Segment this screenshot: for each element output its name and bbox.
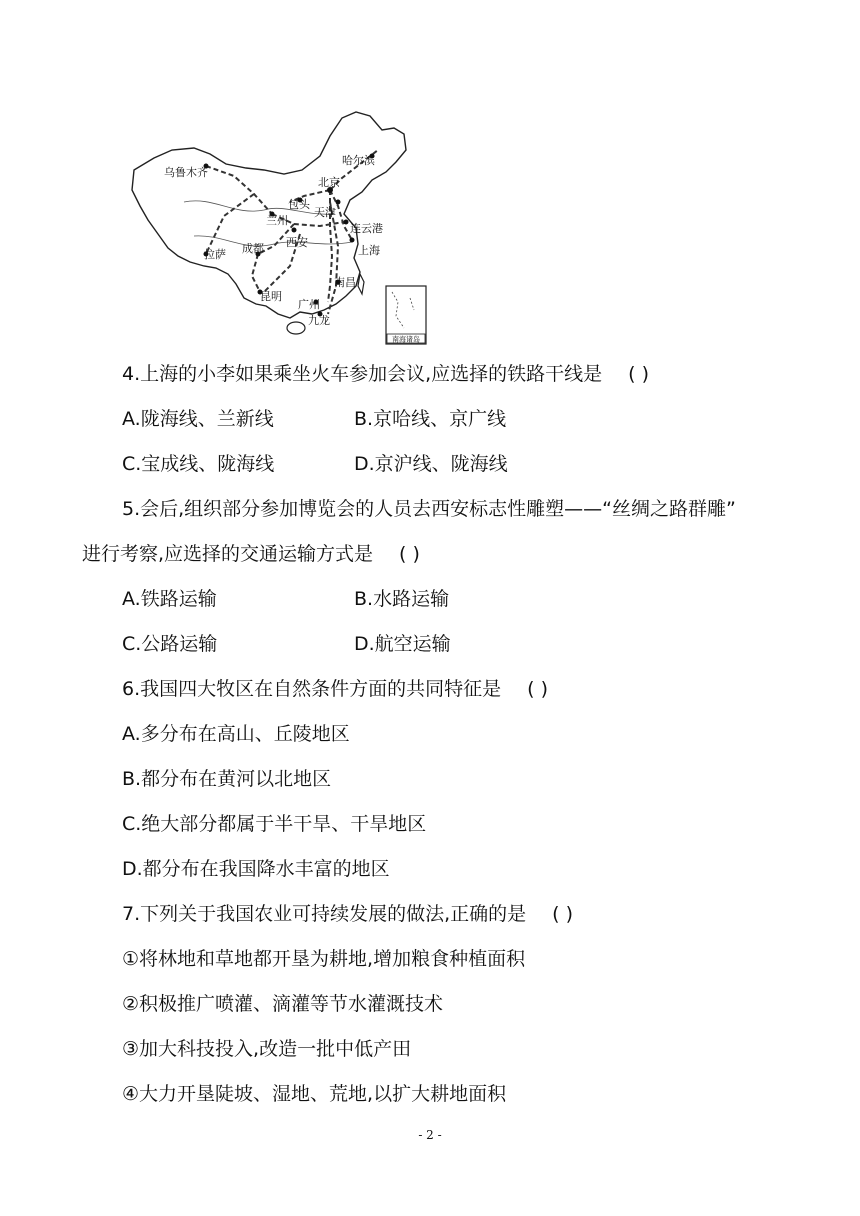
city-label: 西安 [286,236,308,249]
city-label: 连云港 [350,222,383,235]
q4-option-d: D.京沪线、陇海线 [354,453,508,475]
city-label: 兰州 [266,214,288,227]
city-label: 九龙 [308,314,330,327]
city-label: 拉萨 [204,248,226,261]
q6-option-a: A.多分布在高山、丘陵地区 [122,723,350,745]
city-label: 哈尔滨 [342,154,375,167]
taiwan-island [358,274,364,294]
china-railway-map [124,106,440,346]
q7-option-2: ②积极推广喷灌、滴灌等节水灌溉技术 [122,993,444,1015]
q7-option-1: ①将林地和草地都开垦为耕地,增加粮食种植面积 [122,948,526,970]
q4-option-a: A.陇海线、兰新线 [122,408,274,430]
q4-option-c: C.宝成线、陇海线 [122,453,275,475]
city-label: 昆明 [260,290,282,303]
city-label: 成都 [242,242,264,255]
hainan-island [287,322,305,334]
q6-option-b: B.都分布在黄河以北地区 [122,768,332,790]
q6-option-d: D.都分布在我国降水丰富的地区 [122,858,390,880]
inset-label: 南海诸岛 [392,335,420,344]
page-number: - 2 - [418,1128,442,1142]
q5-option-d: D.航空运输 [354,633,451,655]
q7-stem: 7.下列关于我国农业可持续发展的做法,正确的是 ( ) [122,903,574,925]
q5-option-a: A.铁路运输 [122,588,217,610]
q4-option-b: B.京哈线、京广线 [354,408,507,430]
q5-stem-line1: 5.会后,组织部分参加博览会的人员去西安标志性雕塑——“丝绸之路群雕” [122,498,736,520]
q7-option-4: ④大力开垦陡坡、湿地、荒地,以扩大耕地面积 [122,1083,507,1105]
city-label: 南昌 [334,276,356,289]
q4-stem: 4.上海的小李如果乘坐火车参加会议,应选择的铁路干线是 ( ) [122,363,650,385]
q5-option-b: B.水路运输 [354,588,450,610]
q5-stem-line2: 进行考察,应选择的交通运输方式是 ( ) [82,543,420,565]
city-label: 上海 [358,244,380,257]
south-china-sea-inset [386,286,426,344]
river [194,236,352,246]
q7-option-3: ③加大科技投入,改造一批中低产田 [122,1038,412,1060]
q6-stem: 6.我国四大牧区在自然条件方面的共同特征是 ( ) [122,678,549,700]
railway-chengkun [252,254,260,292]
q6-option-c: C.绝大部分都属于半干旱、干旱地区 [122,813,427,835]
river [184,201,334,214]
railway-lanxin [206,166,272,214]
q5-option-c: C.公路运输 [122,633,218,655]
city-label: 包头 [288,198,310,211]
city-label: 广州 [298,298,320,311]
city-label: 天津 [314,206,336,219]
city-label: 北京 [318,176,340,189]
city-label: 乌鲁木齐 [164,166,208,179]
